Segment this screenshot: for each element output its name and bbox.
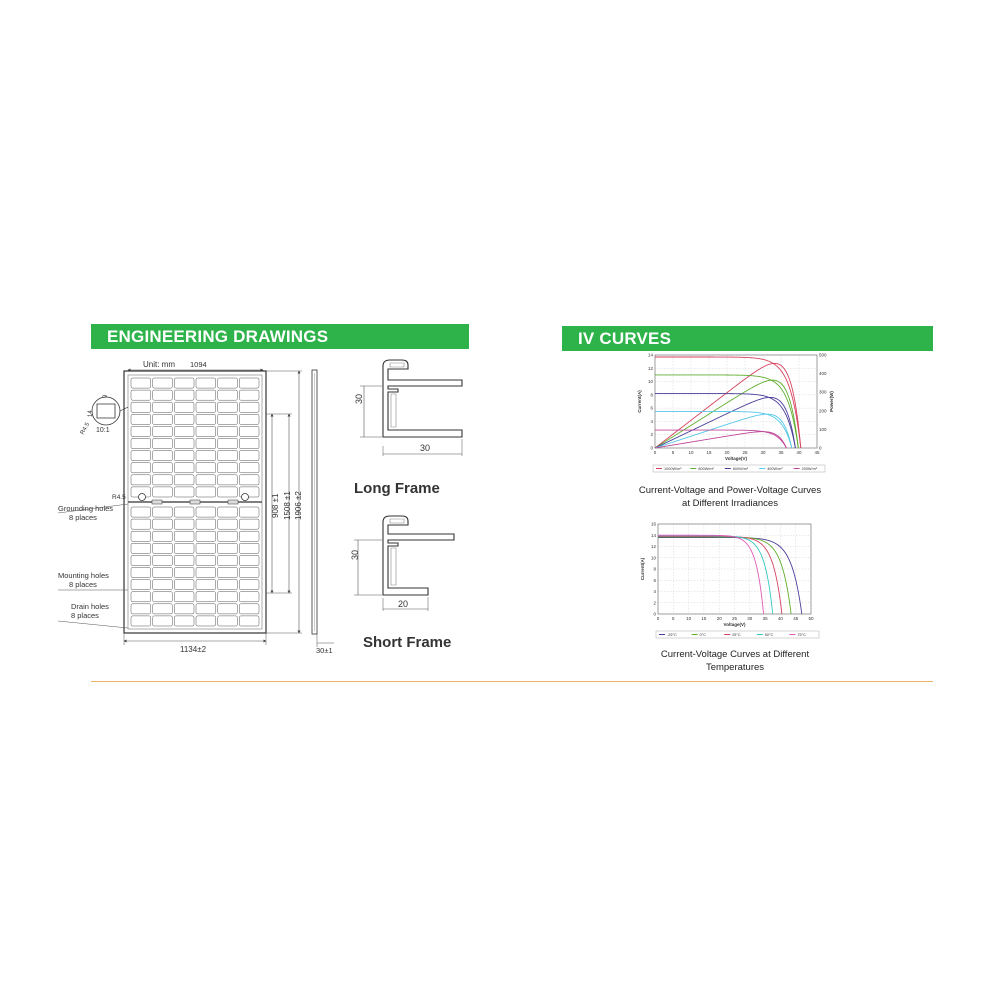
solar-cell (196, 592, 216, 602)
solar-cell (196, 580, 216, 590)
solar-cell (153, 390, 173, 400)
y-tick-label: 6 (650, 405, 653, 411)
solar-cell (131, 451, 151, 461)
solar-cell (131, 426, 151, 436)
solar-cell (218, 463, 238, 473)
y-tick-label: 6 (653, 577, 656, 583)
dim-1906: 1906 ±2 (294, 491, 303, 520)
solar-cell (131, 616, 151, 626)
y-tick-label: 14 (650, 532, 656, 538)
x-axis-label: Voltage(V) (723, 622, 746, 627)
drain-leader (58, 621, 128, 628)
solar-cell (153, 531, 173, 541)
solar-cell (218, 616, 238, 626)
y2-tick-label: 200 (819, 408, 827, 414)
solar-cell (196, 555, 216, 565)
solar-cell (196, 426, 216, 436)
solar-cell (153, 616, 173, 626)
y2-tick-label: 500 (819, 352, 827, 358)
detail-dim-9: 9 (103, 394, 109, 398)
solar-cell (153, 475, 173, 485)
short-frame-label: Short Frame (363, 634, 452, 651)
solar-cell (239, 592, 259, 602)
solar-cell (218, 519, 238, 529)
solar-cell (174, 507, 194, 517)
solar-cell (131, 439, 151, 449)
solar-cell (153, 463, 173, 473)
legend-label: -25°C (667, 633, 677, 637)
pv-curve (655, 397, 795, 448)
solar-cell (218, 414, 238, 424)
solar-cell (174, 592, 194, 602)
solar-cell (153, 604, 173, 614)
solar-cell (239, 451, 259, 461)
iv-curves-title: IV CURVES (578, 329, 672, 348)
legend-label: 400W/m² (767, 467, 783, 471)
solar-cell (196, 604, 216, 614)
solar-cell (174, 475, 194, 485)
solar-cell (196, 463, 216, 473)
pv-curve (655, 363, 801, 448)
solar-cell (174, 519, 194, 529)
unit-label: Unit: mm (143, 360, 175, 369)
solar-cell (239, 580, 259, 590)
solar-cell (174, 543, 194, 553)
solar-cell (174, 426, 194, 436)
solar-cell (174, 414, 194, 424)
x-tick-label: 50 (808, 616, 814, 621)
solar-cell (196, 402, 216, 412)
detail-dim-14: 14 (88, 410, 94, 417)
grounding-holes-label: Grounding holes (58, 504, 114, 513)
x-tick-label: 40 (777, 616, 783, 621)
solar-cell (153, 580, 173, 590)
long-frame-width: 30 (420, 443, 431, 453)
x-tick-label: 0 (656, 616, 660, 621)
solar-cell (239, 475, 259, 485)
solar-cell (153, 555, 173, 565)
solar-cell (174, 487, 194, 497)
bottom-width-dim: 1134±2 (180, 645, 207, 654)
y2-tick-label: 400 (819, 371, 827, 377)
iv-curve (658, 536, 773, 614)
x-tick-label: 45 (814, 450, 820, 455)
dim-1508: 1508 ±1 (283, 491, 292, 520)
grounding-hole-icon (139, 494, 146, 501)
frame-depth-dim: 30±1 (316, 646, 333, 655)
solar-cell (174, 568, 194, 578)
y-tick-label: 16 (650, 521, 656, 527)
solar-cell (239, 568, 259, 578)
solar-cell (239, 555, 259, 565)
solar-cell (196, 543, 216, 553)
x-tick-label: 15 (706, 450, 712, 455)
solar-cell (218, 580, 238, 590)
x-tick-label: 20 (724, 450, 730, 455)
drain-holes-count: 8 places (71, 611, 99, 620)
detail-radius: R4.5 (79, 421, 92, 436)
x-tick-label: 5 (671, 450, 675, 455)
solar-cell (153, 439, 173, 449)
solar-cell (131, 519, 151, 529)
solar-cell (153, 378, 173, 388)
x-tick-label: 20 (716, 616, 722, 621)
solar-cell (153, 592, 173, 602)
x-tick-label: 0 (653, 450, 657, 455)
detail-circle (92, 397, 120, 425)
solar-cell (153, 426, 173, 436)
irradiance-caption-line1: Current-Voltage and Power-Voltage Curves (638, 485, 822, 496)
solar-cell (174, 555, 194, 565)
iv-curve (655, 394, 795, 448)
solar-cell (218, 555, 238, 565)
x-tick-label: 25 (731, 616, 738, 621)
y2-tick-label: 300 (819, 389, 827, 395)
solar-cell (131, 543, 151, 553)
solar-cell (239, 519, 259, 529)
solar-cell (174, 463, 194, 473)
solar-cell (218, 507, 238, 517)
y-tick-label: 12 (647, 365, 653, 371)
solar-cell (174, 439, 194, 449)
irradiance-iv-chart (625, 350, 835, 480)
junction-box (152, 500, 162, 504)
y-tick-label: 8 (653, 566, 656, 572)
x-tick-label: 30 (760, 450, 766, 455)
iv-curve (658, 536, 782, 614)
iv-curves-banner (562, 326, 933, 351)
solar-cell (218, 531, 238, 541)
drain-holes-label: Drain holes (71, 602, 109, 611)
y-tick-label: 2 (653, 600, 656, 606)
y-tick-label: 0 (653, 611, 656, 617)
y-tick-label: 0 (650, 445, 653, 451)
solar-cell (153, 402, 173, 412)
solar-cell (196, 451, 216, 461)
solar-cell (218, 543, 238, 553)
solar-cell (174, 451, 194, 461)
y-tick-label: 10 (650, 555, 656, 561)
y-tick-label: 4 (650, 418, 653, 424)
solar-cell (218, 604, 238, 614)
solar-cell (239, 378, 259, 388)
x-tick-label: 45 (793, 616, 799, 621)
legend-label: 200W/m² (801, 467, 818, 471)
long-frame-drawing (350, 356, 466, 464)
solar-cell (196, 519, 216, 529)
x-tick-label: 30 (747, 616, 753, 621)
legend-label: 1000W/m² (664, 467, 682, 471)
solar-cell (239, 531, 259, 541)
junction-box (228, 500, 238, 504)
solar-cell (239, 414, 259, 424)
solar-cell (131, 531, 151, 541)
solar-cell (239, 439, 259, 449)
y-tick-label: 8 (650, 392, 653, 398)
legend-label: 25°C (732, 633, 741, 637)
solar-cell (196, 568, 216, 578)
long-frame-height: 30 (354, 393, 364, 404)
solar-cell (174, 390, 194, 400)
irradiance-caption-line2: at Different Irradiances (682, 498, 778, 509)
solar-cell (196, 475, 216, 485)
engineering-drawings-banner (91, 324, 469, 349)
x-tick-label: 40 (796, 450, 802, 455)
solar-cell (239, 390, 259, 400)
legend-label: 800W/m² (698, 467, 714, 471)
solar-cell (196, 390, 216, 400)
temperature-caption-line1: Current-Voltage Curves at Different (660, 649, 810, 660)
solar-cell (218, 426, 238, 436)
module-drawing (50, 352, 340, 662)
mounting-holes-label: Mounting holes (58, 571, 109, 580)
solar-cell (239, 463, 259, 473)
top-width-dim: 1094 (190, 360, 207, 369)
solar-cell (131, 580, 151, 590)
grounding-hole-icon (242, 494, 249, 501)
solar-cell (196, 439, 216, 449)
solar-cell (174, 378, 194, 388)
solar-cell (131, 402, 151, 412)
solar-cell (131, 568, 151, 578)
engineering-drawings-title: ENGINEERING DRAWINGS (107, 327, 329, 346)
solar-cell (218, 439, 238, 449)
solar-cell (153, 487, 173, 497)
long-frame-label: Long Frame (354, 480, 440, 497)
dim-908: 908 ±1 (271, 493, 280, 518)
y-tick-label: 4 (653, 589, 656, 594)
solar-cell (153, 414, 173, 424)
solar-cell (153, 543, 173, 553)
x-tick-label: 5 (672, 616, 675, 621)
temperature-iv-chart (625, 518, 835, 642)
solar-cell (131, 555, 151, 565)
solar-cell (131, 592, 151, 602)
short-frame-width: 20 (398, 599, 409, 609)
grounding-holes-count: 8 places (69, 513, 97, 522)
short-frame-height: 30 (350, 549, 360, 560)
y-tick-label: 10 (647, 379, 653, 385)
solar-cell (239, 402, 259, 412)
solar-cell (239, 507, 259, 517)
y-axis-label: Current(A) (640, 557, 645, 581)
mounting-holes-count: 8 places (69, 580, 97, 589)
iv-curve (658, 535, 764, 614)
solar-cell (174, 604, 194, 614)
short-frame-drawing (350, 508, 466, 616)
legend-label: 50°C (764, 633, 774, 637)
x-tick-label: 35 (762, 616, 768, 621)
section-divider (91, 681, 933, 682)
solar-cell (218, 390, 238, 400)
pv-curve (655, 414, 792, 448)
solar-cell (153, 451, 173, 461)
y2-tick-label: 0 (819, 445, 822, 451)
solar-cell (239, 426, 259, 436)
solar-cell (218, 487, 238, 497)
solar-cell (239, 543, 259, 553)
long-frame-profile (383, 360, 462, 437)
y-tick-label: 2 (650, 432, 653, 438)
solar-cell (196, 507, 216, 517)
legend-label: 75°C (797, 633, 806, 637)
x-tick-label: 10 (686, 616, 692, 621)
solar-cell (196, 378, 216, 388)
legend-label: 0°C (699, 633, 706, 637)
solar-cell (218, 592, 238, 602)
solar-cell (153, 568, 173, 578)
temperature-caption-line2: Temperatures (705, 662, 765, 673)
solar-cell (131, 390, 151, 400)
solar-cell (239, 616, 259, 626)
hole-radius-label: R4.5 (112, 494, 126, 501)
solar-cell (174, 616, 194, 626)
x-tick-label: 35 (778, 450, 784, 455)
solar-cell (218, 568, 238, 578)
solar-cell (239, 604, 259, 614)
long-frame-web (391, 394, 396, 427)
solar-cell (174, 580, 194, 590)
solar-cell (196, 487, 216, 497)
solar-cell (196, 414, 216, 424)
short-frame-web (391, 548, 396, 585)
legend-label: 600W/m² (732, 467, 749, 471)
short-frame-profile (383, 516, 454, 595)
junction-box (190, 500, 200, 504)
solar-cell (218, 378, 238, 388)
solar-cell (153, 507, 173, 517)
solar-cell (174, 402, 194, 412)
solar-cell (196, 616, 216, 626)
solar-cell (131, 463, 151, 473)
y-tick-label: 12 (650, 544, 656, 549)
solar-cell (174, 531, 194, 541)
solar-cell (131, 414, 151, 424)
solar-cell (131, 604, 151, 614)
solar-cell (196, 531, 216, 541)
x-tick-label: 15 (701, 616, 707, 621)
solar-cell (131, 378, 151, 388)
y-tick-label: 14 (647, 352, 653, 358)
y2-tick-label: 100 (819, 426, 827, 432)
x-tick-label: 10 (688, 450, 694, 455)
solar-cell (131, 507, 151, 517)
solar-cell (153, 519, 173, 529)
solar-cell (218, 402, 238, 412)
solar-cell (218, 451, 238, 461)
x-axis-label: Voltage(V) (725, 456, 747, 461)
detail-scale: 10:1 (96, 427, 110, 434)
y2-axis-label: Power(W) (829, 391, 834, 412)
y-axis-label: Current(A) (637, 390, 642, 413)
x-tick-label: 25 (742, 450, 748, 455)
solar-cell (131, 475, 151, 485)
solar-cell (218, 475, 238, 485)
pv-curve (655, 432, 786, 448)
